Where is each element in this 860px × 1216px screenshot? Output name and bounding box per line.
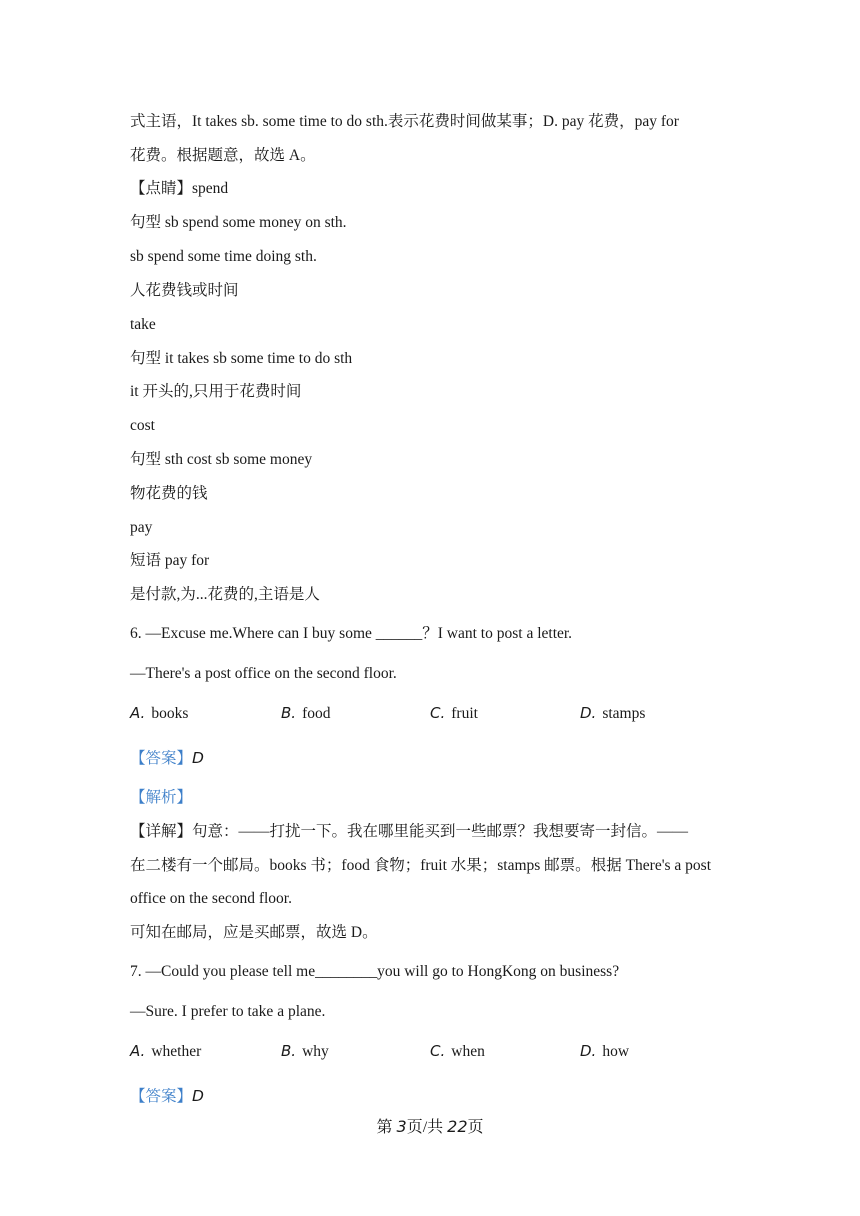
- question-6-answer: 【答案】D: [130, 749, 204, 767]
- page-footer: 第 3页/共 22页: [376, 1117, 484, 1136]
- dianjing-line: pay: [130, 519, 153, 536]
- question-7-reply: —Sure. I prefer to take a plane.: [130, 1003, 326, 1020]
- option-c: C. when: [430, 1042, 485, 1060]
- dianjing-line: 句型 sb spend some money on sth.: [130, 214, 347, 231]
- dianjing-line: it 开头的,只用于花费时间: [130, 383, 302, 400]
- dianjing-line: 短语 pay for: [130, 552, 210, 569]
- question-7-stem: 7. —Could you please tell me________you will go to HongKong on business?: [130, 963, 620, 980]
- question-6-detail-line: office on the second floor.: [130, 890, 292, 907]
- dianjing-line: take: [130, 316, 156, 333]
- question-7-answer: 【答案】D: [130, 1087, 204, 1105]
- option-b: B. why: [281, 1042, 329, 1060]
- total-pages: 22: [447, 1117, 468, 1136]
- question-6-options: [130, 703, 770, 723]
- page-number: 3: [396, 1117, 407, 1136]
- question-6-detail-line: 可知在邮局，应是买邮票，故选 D。: [130, 924, 378, 941]
- option-a: A. books: [130, 704, 189, 722]
- option-d: D. stamps: [580, 704, 646, 722]
- question-7-options: [130, 1041, 770, 1061]
- explanation-line: 式主语，It takes sb. some time to do sth.表示花费时间做某事；D. pay 花费，pay for: [130, 113, 679, 130]
- dianjing-line: 句型 sth cost sb some money: [130, 451, 313, 468]
- option-a: A. whether: [130, 1042, 202, 1060]
- explanation-line: 花费。根据题意，故选 A。: [130, 147, 316, 164]
- question-6-detail-line: 【详解】句意：——打扰一下。我在哪里能买到一些邮票？我想要寄一封信。——: [130, 823, 689, 840]
- option-b: B. food: [281, 704, 331, 722]
- dianjing-line: sb spend some time doing sth.: [130, 248, 317, 265]
- option-d: D. how: [580, 1042, 630, 1060]
- question-6-reply: —There's a post office on the second floor.: [130, 665, 397, 682]
- dianjing-line: 物花费的钱: [130, 485, 208, 502]
- dianjing-line: 句型 it takes sb some time to do sth: [130, 350, 353, 367]
- dianjing-line: 人花费钱或时间: [130, 282, 239, 299]
- question-6-analysis-label: 【解析】: [130, 789, 193, 806]
- dianjing-line: 是付款,为...花费的,主语是人: [130, 586, 320, 603]
- dianjing-heading: 【点睛】spend: [130, 180, 229, 197]
- option-c: C. fruit: [430, 704, 478, 722]
- question-6-detail-line: 在二楼有一个邮局。books 书；food 食物；fruit 水果；stamps 邮票。根据 There's a post: [130, 857, 711, 874]
- dianjing-line: cost: [130, 417, 155, 434]
- question-6-stem: 6. —Excuse me.Where can I buy some ______？I want to post a letter.: [130, 625, 573, 642]
